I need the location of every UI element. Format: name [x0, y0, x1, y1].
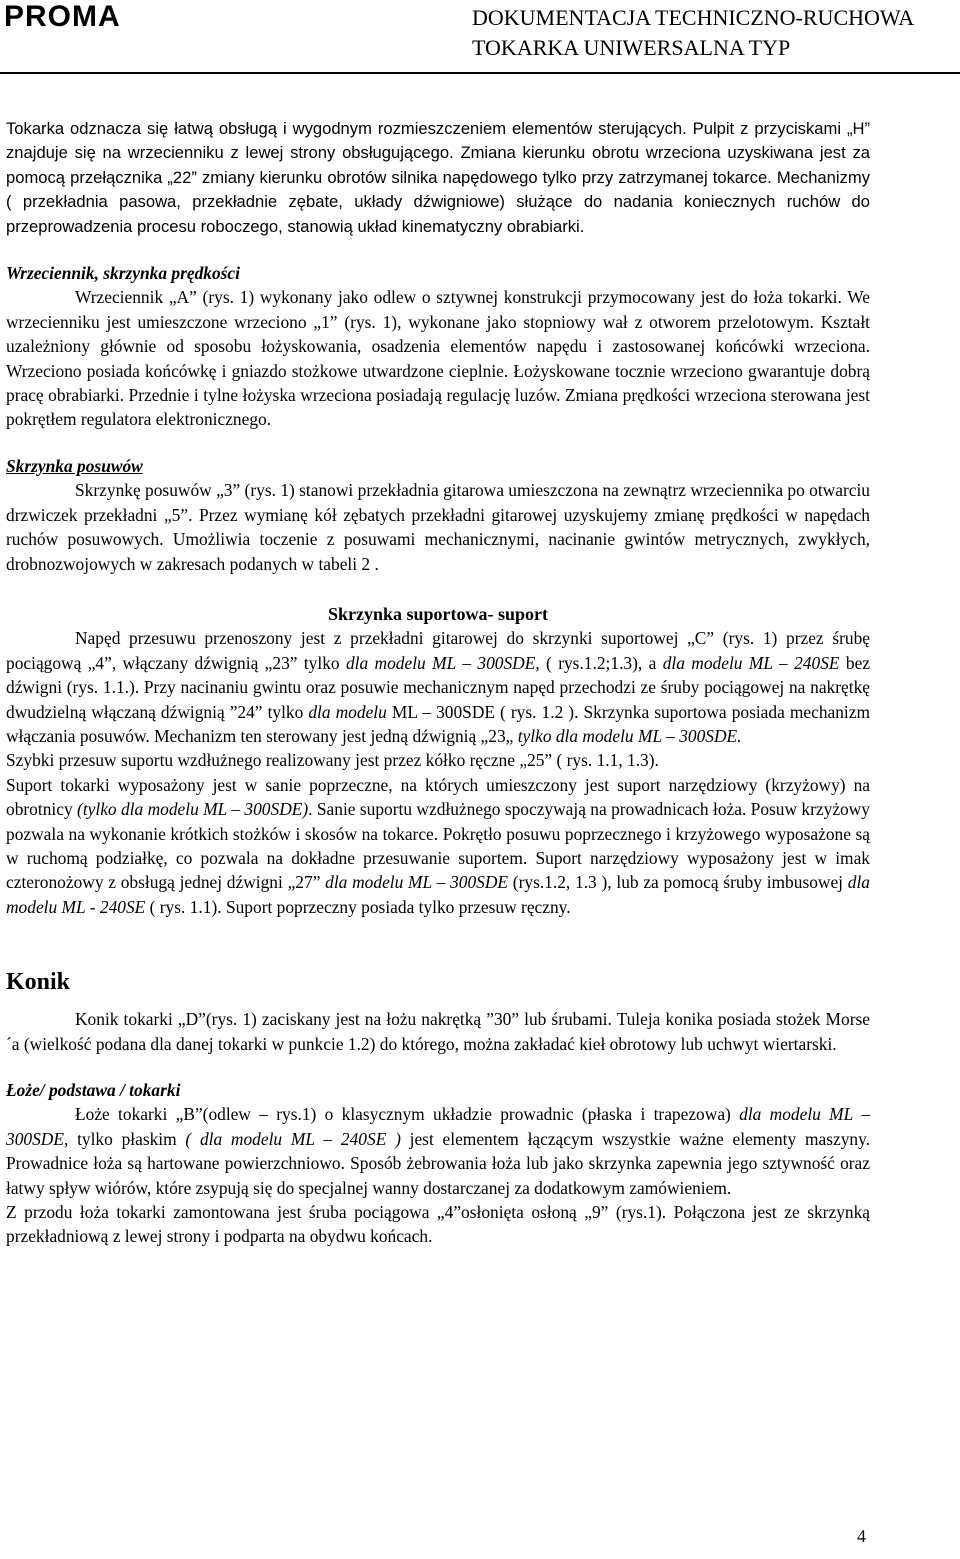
suport-italic: dla modelu ML – 240SE: [662, 652, 840, 673]
intro-paragraph: [6, 117, 870, 239]
document-body: [6, 117, 870, 1249]
loze-text: jest elementem łączącym wszystkie ważne elementy maszyny. Prowadnice łoża są hartowane powierzchniowo. Sposób żebrowania łoża lub jako skrzynka zapewnia jego sztywność oraz łatwy spływ wiórów, które zsypują się do specjalnej wanny dostarczanej za dodatkowym zamówieniem.: [6, 1128, 871, 1198]
loze-italic: dla modelu ML – 300SDE: [6, 1104, 871, 1149]
suport-text: . Sanie suportu wzdłużnego spoczywają na prowadnicach łoża. Posuw krzyżowy pozwala na wykonanie krótkich stożków i skosów na tokarce. Pokrętło posuwu poprzecznego i krzyżowego wyposażone są w ruchomą podziałkę, co pozwala na dokładne przesuwanie suportem. Suport narzędziowy wyposażony jest w imak czteronożowy z obsługą jednej dźwigni „27”: [6, 799, 870, 893]
suport-italic: dla modelu: [308, 701, 387, 722]
suport-italic: tylko dla modelu ML – 300SDE.: [517, 725, 742, 746]
suport-text: (rys.1.2, 1.3 ), lub za pomocą śruby imbusowej: [508, 872, 848, 893]
header-divider: [0, 72, 960, 74]
loze-text: , tylko płaskim: [63, 1128, 186, 1149]
intro-text-b: Mechanizmy ( przekładnia pasowa, przekładnie zębate, układy dźwigniowe) służące do nadania koniecznych ruchów do przeprowadzenia procesu roboczego, stanowią układ kinematyczny obrabiarki.: [6, 167, 870, 236]
suport-italic: (tylko dla modelu ML – 300SDE): [77, 799, 309, 820]
section-heading-wrzeciennik: Wrzeciennik, skrzynka prędkości: [6, 263, 240, 284]
doc-title-line2: TOKARKA UNIWERSALNA TYP: [472, 35, 791, 60]
paragraph-posuwow: Skrzynkę posuwów „3” (rys. 1) stanowi przekładnia gitarowa umieszczona na zewnątrz wrzeciennika po otwarciu drzwiczek przekładni „5”. Przez wymianę kół zębatych przekładni gitarowej uzyskujemy zmianę prędkości w napędach ruchów posuwowych. Umożliwia toczenie z posuwami mechanicznymi, nacinanie gwintów metrycznych, zwykłych, drobnozwojowych w zakresach podanych w tabeli 2 .: [6, 480, 870, 574]
paragraph-suport-1: [6, 626, 870, 748]
paragraph-loze-1: [6, 1102, 870, 1200]
suport-text: bez dźwigni (rys. 1.1.). Przy nacinaniu gwintu oraz posuwie mechanicznym napęd przechodzi ze śruby pociągowej na nakrętkę dwudzielną włączaną dźwignią ”24” tylko: [6, 652, 871, 722]
paragraph-konik: Konik tokarki „D”(rys. 1) zaciskany jest na łożu nakrętką ”30” lub śrubami. Tuleja konika posiada stożek Morse´a (wielkość podana dla danej tokarki w punkcie 1.2) do którego, można zakładać kieł obrotowy lub uchwyt wiertarski.: [6, 1009, 870, 1054]
suport-italic: dla modelu ML - 240SE: [6, 872, 870, 917]
suport-text: ML – 300SDE ( rys. 1.2 ). Skrzynka suportowa posiada mechanizm włączania posuwów. Mechanizm ten sterowany jest jedną dźwignią „23„: [6, 701, 871, 746]
company-logo: PROMA: [4, 0, 121, 33]
section-heading-loze: Łoże/ podstawa / tokarki: [6, 1080, 181, 1100]
section-heading-suport: Skrzynka suportowa- suport: [327, 603, 549, 624]
section-heading-posuwow: Skrzynka posuwów: [6, 455, 143, 476]
paragraph-suport-2: Szybki przesuw suportu wzdłużnego realizowany jest przez kółko ręczne „25” ( rys. 1.1, 1.3).: [6, 750, 659, 771]
suport-italic: dla modelu ML – 300SDE,: [345, 652, 540, 673]
loze-italic: ( dla modelu ML – 240SE ): [185, 1128, 401, 1149]
suport-text: ( rys.1.2;1.3), a: [539, 652, 663, 673]
loze-text: Łoże tokarki „B”(odlew – rys.1) o klasycznym układzie prowadnic (płaska i trapezowa): [75, 1104, 740, 1125]
suport-text: ( rys. 1.1). Suport poprzeczny posiada tylko przesuw ręczny.: [145, 896, 571, 917]
intro-text-a: Tokarka odznacza się łatwą obsługą i wygodnym rozmieszczeniem elementów sterujących. Pulpit z przyciskami „H” znajduje się na wrzecienniku z lewej strony obsługującego. Zmiana kierunku obrotu wrzeciona uzyskiwana jest za pomocą przełącznika „22” zmiany kierunku obrotów silnika napędowego tylko przy zatrzymanej tokarce.: [6, 119, 870, 187]
paragraph-loze-2: Z przodu łoża tokarki zamontowana jest śruba pociągowa „4”osłonięta osłoną „9” (rys.1). Połączona jest ze skrzynką przekładniową z lewej strony i podparta na obydwu końcach.: [6, 1202, 870, 1247]
doc-title-line1: DOKUMENTACJA TECHNICZNO-RUCHOWA: [472, 5, 915, 30]
section-heading-konik: Konik: [6, 969, 71, 996]
paragraph-wrzeciennik: Wrzeciennik „A” (rys. 1) wykonany jako odlew o sztywnej konstrukcji przymocowany jest do łoża tokarki. We wrzecienniku jest umieszczone wrzeciono „1” (rys. 1), wykonane jako stopniowy wał z otworem przelotowym. Kształt uzależniony głównie od sposobu łożyskowania, osadzenia elementów napędu i zastosowanej końcówki wrzeciona. Wrzeciono posiada końcówkę i gniazdo stożkowe utwardzone cieplnie. Łożyskowane tocznie wrzeciono gwarantuje dobrą pracę obrabiarki. Przednie i tylne łożyska wrzeciona posiadają regulację luzów. Zmiana prędkości wrzeciona sterowana jest pokrętłem regulatora elektronicznego.: [6, 287, 870, 430]
suport-text: Napęd przesuwu przenoszony jest z przekładni gitarowej do skrzynki suportowej „C” (rys. 1) przez śrubę pociągową „4”, włączany dźwignią „23” tylko: [6, 628, 870, 673]
page-number: 4: [857, 1526, 866, 1546]
paragraph-suport-3: [6, 773, 870, 919]
suport-text: Suport tokarki wyposażony jest w sanie poprzeczne, na których umieszczony jest suport narzędziowy (krzyżowy) na obrotnicy: [6, 774, 870, 820]
suport-italic: dla modelu ML – 300SDE: [325, 872, 509, 893]
